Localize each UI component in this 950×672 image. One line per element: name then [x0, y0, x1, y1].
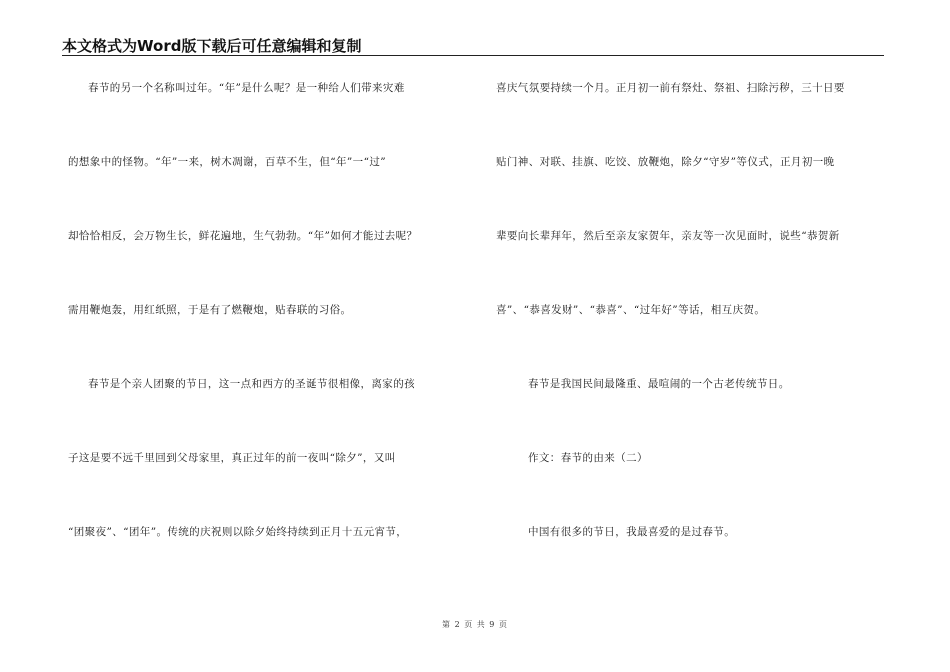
- right-line-1: 喜庆气氛要持续一个月。正月初一前有祭灶、祭祖、扫除污秽，三十日要: [496, 82, 845, 94]
- left-line-3: 却恰恰相反，会万物生长，鲜花遍地，生气勃勃。“年”如何才能过去呢？: [68, 230, 418, 242]
- left-text-column: [68, 0, 468, 620]
- right-line-5: 春节是我国民间最隆重、最喧闹的一个古老传统节日。: [528, 378, 790, 390]
- left-line-7: “团聚夜”、“团年”。传统的庆祝则以除夕始终持续到正月十五元宵节，: [68, 526, 408, 538]
- left-line-4: 需用鞭炮轰，用红纸照，于是有了燃鞭炮，贴春联的习俗。: [68, 304, 352, 316]
- document-header-title: 本文格式为Word版下载后可任意编辑和复制: [62, 37, 362, 55]
- left-line-1: 春节的另一个名称叫过年。“年”是什么呢？是一种给人们带来灾难: [88, 82, 405, 94]
- right-line-6-essay-heading: 作文：春节的由来（二）: [528, 452, 648, 464]
- right-line-7: 中国有很多的节日，我最喜爱的是过春节。: [528, 526, 736, 538]
- right-line-3: 辈要向长辈拜年，然后至亲友家贺年，亲友等一次见面时，说些“恭贺新: [496, 230, 840, 242]
- right-line-2: 贴门神、对联、挂旗、吃饺、放鞭炮，除夕“守岁”等仪式，正月初一晚: [496, 156, 835, 168]
- right-text-column: [496, 0, 896, 620]
- page-number-footer: 第 2 页 共 9 页: [442, 620, 508, 629]
- left-line-6: 子这是要不远千里回到父母家里，真正过年的前一夜叫“除夕”，又叫: [68, 452, 396, 464]
- right-line-4: 喜”、“恭喜发财”、“恭喜”、“过年好”等话，相互庆贺。: [496, 304, 766, 316]
- left-line-2: 的想象中的怪物。“年”一来，树木凋谢，百草不生，但“年”一“过”: [68, 156, 387, 168]
- left-line-5: 春节是个亲人团聚的节日，这一点和西方的圣诞节很相像，离家的孩: [88, 378, 415, 390]
